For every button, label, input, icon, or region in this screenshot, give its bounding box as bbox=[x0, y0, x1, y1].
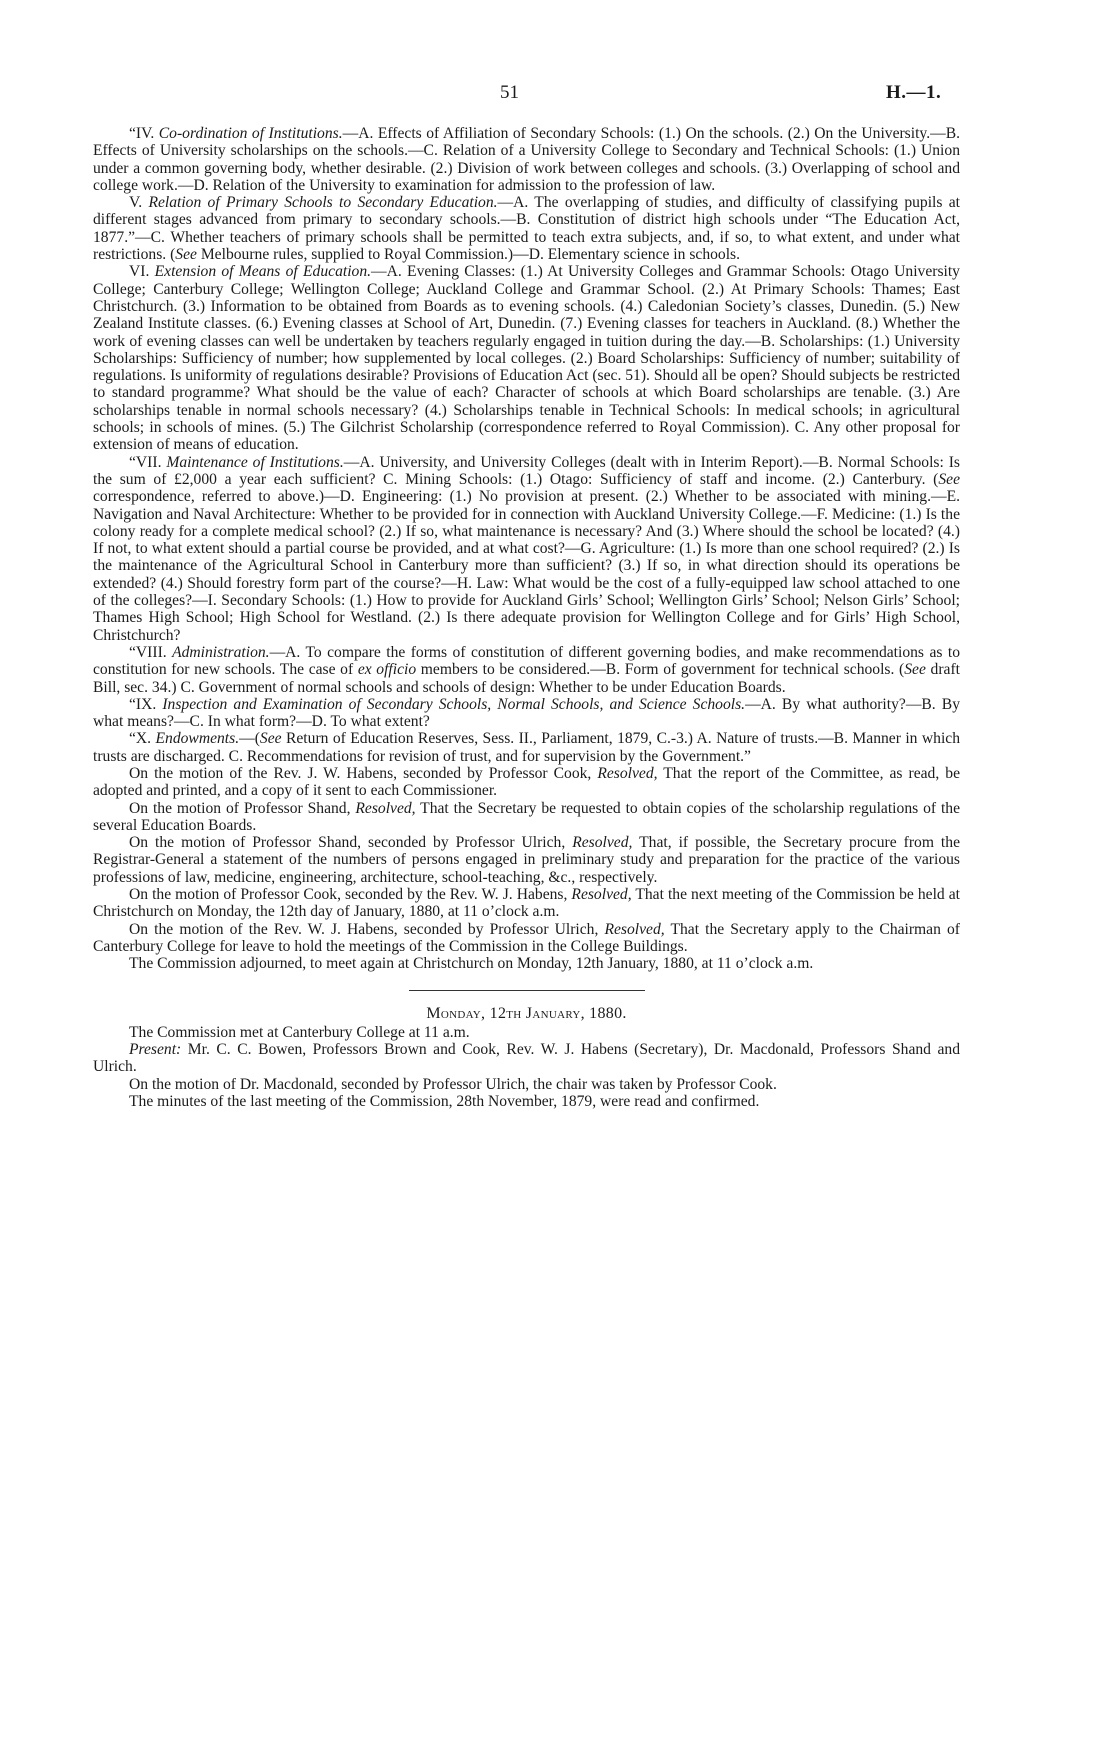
adjournment-note: The Commission adjourned, to meet again at Christchurch on Monday, 12th January, 1880, at 11 o’clock a.m. bbox=[129, 955, 814, 973]
chair-motion: On the motion of Dr. Macdonald, seconded by Professor Ulrich, the chair was taken by Professor Cook. bbox=[129, 1075, 777, 1093]
motion-scholarship-regulations: On the motion of Professor Shand, Resolved, That the Secretary be requested to obtain copies of the scholarship regulations of the several Education Boards. bbox=[93, 799, 960, 834]
paragraph-vii-maintenance: “VII. Maintenance of Institutions.—A. University, and University Colleges (dealt with in Interim Report).—B. Normal Schools: Is the sum of £2,000 a year each sufficient? C. Mining Schools: (1.) Otago: Sufficiency of staff and income. (2.) Canterbury. (See correspondence, referred to above.)—D. Engineering: (1.) No provision at present. (2.) Whether to be associated with mining.—E. Navigation and Naval Architecture: Whether to be provided for in connection with Auckland University College.—F. Medicine: (1.) Is the colony ready for a complete medical school? (2.) If so, what maintenance is necessary? And (3.) Where should the school be located? (4.) If not, to what extent should a partial course be provided, and at what cost?—G. Agriculture: (1.) Is more than one school required? (2.) Is the maintenance of the Agricultural School in Canterbury more than sufficient? (3.) If so, in what direction should its operations be extended? (4.) Should forestry form part of the course?—H. Law: What would be the cost of a fully-equipped law school attached to one of the colleges?—I. Secondary Schools: (1.) How to provide for Auckland Girls’ School; Wellington Girls’ School; Nelson Girls’ School; Thames High School; High School for Westland. (2.) Is there adequate provision for Wellington College and for Girls’ High School, Christchurch? bbox=[93, 453, 960, 644]
present-members: Present: Mr. C. C. Bowen, Professors Brown and Cook, Rev. W. J. Habens (Secretary), Dr. Macdonald, Professors Shand and Ulrich. bbox=[93, 1041, 960, 1076]
paragraph-vi-extension: VI. Extension of Means of Education.—A. Evening Classes: (1.) At University Colleges and Grammar Schools: Otago University College; Canterbury College; Wellington College; Auckland College and Grammar School. (2.) At Primary Schools: Thames; East Christchurch. (3.) Information to be obtained from Boards as to evening schools. (4.) Caledonian Society’s classes, Dunedin. (5.) New Zealand Institute classes. (6.) Evening classes at School of Art, Dunedin. (7.) Evening classes for teachers in Auckland. (8.) Whether the work of evening classes can well be undertaken by teachers regularly engaged in tuition during the day.—B. Scholarships: (1.) University Scholarships: Sufficiency of number; how supplemented by local colleges. (2.) Board Scholarships: Sufficiency of number; suitability of regulations. Is uniformity of regulations desirable? Provisions of Education Act (sec. 51). Should all be open? Should subjects be restricted to standard programme? What should be the value of each? Character of schools at which Board scholarships are tenable. (3.) Are scholarships tenable in normal schools necessary? (4.) Scholarships tenable in Technical Schools: In medical schools; in agricultural schools; in schools of mines. (5.) The Gilchrist Scholarship (correspondence referred to Royal Commission). C. Any other proposal for extension of means of education. bbox=[93, 263, 960, 454]
paragraph-v-primary-secondary: V. Relation of Primary Schools to Secondary Education.—A. The overlapping of studies, and difficulty of classifying pupils at different stages advanced from primary to secondary schools.—B. Constitution of district high schools under “The Education Act, 1877.”—C. Whether teachers of primary schools shall be permitted to teach extra subjects, and, if so, to what extent, and under what restrictions. (See Melbourne rules, supplied to Royal Commission.)—D. Elementary science in schools. bbox=[93, 194, 960, 264]
meeting-opened: The Commission met at Canterbury College at 11 a.m. bbox=[129, 1023, 470, 1041]
motion-registrar-general: On the motion of Professor Shand, seconded by Professor Ulrich, Resolved, That, if possible, the Secretary procure from the Registrar-General a statement of the numbers of persons engaged in preliminary study and preparation for the practice of the various professions of law, medicine, engineering, architecture, school-teaching, &c., respectively. bbox=[93, 834, 960, 886]
section-heading: Monday, 12th January, 1880. bbox=[426, 1004, 627, 1022]
minutes-confirmed: The minutes of the last meeting of the Commission, 28th November, 1879, were read and confirmed. bbox=[129, 1093, 760, 1111]
paragraph-x-endowments: “X. Endowments.—(See Return of Education Reserves, Sess. II., Parliament, 1879, C.-3.) A. Nature of trusts.—B. Manner in which trusts are discharged. C. Recommendations for revision of trust, and for supervision by the Government.” bbox=[93, 730, 960, 765]
paragraph-iv-coordination: “IV. Co-ordination of Institutions.—A. Effects of Affiliation of Secondary Schools: (1.) On the schools. (2.) On the University.—B. Effects of University scholarships on the schools.—C. Relation of a University College to Secondary and Technical Schools: (1.) Union under a common governing body, whether desirable. (2.) Division of work between colleges and schools. (3.) Overlapping of school and college work.—D. Relation of the University to examination for admission to the profession of law. bbox=[93, 125, 960, 194]
body-text bbox=[93, 125, 960, 1110]
page-number: 51 bbox=[500, 82, 519, 103]
motion-report-adopted: On the motion of the Rev. J. W. Habens, seconded by Professor Cook, Resolved, That the report of the Committee, as read, be adopted and printed, and a copy of it sent to each Commissioner. bbox=[93, 764, 960, 800]
document-code: H.—1. bbox=[886, 82, 942, 103]
motion-next-meeting: On the motion of Professor Cook, seconded by the Rev. W. J. Habens, Resolved, That the next meeting of the Commission be held at Christchurch on Monday, the 12th day of January, 1880, at 11 o’clock a.m. bbox=[93, 886, 960, 921]
paragraph-viii-administration: “VIII. Administration.—A. To compare the forms of constitution of different governing bodies, and make recommendations as to constitution for new schools. The case of ex officio members to be considered.—B. Form of government for technical schools. (See draft Bill, sec. 34.) C. Government of normal schools and schools of design: Whether to be under Education Boards. bbox=[93, 643, 960, 696]
motion-college-buildings: On the motion of the Rev. W. J. Habens, seconded by Professor Ulrich, Resolved, That the Secretary apply to the Chairman of Canterbury College for leave to hold the meetings of the Commission in the College Buildings. bbox=[93, 920, 960, 955]
section-divider bbox=[409, 990, 645, 991]
paragraph-ix-inspection: “IX. Inspection and Examination of Secondary Schools, Normal Schools, and Science Schools.—A. By what authority?—B. By what means?—C. In what form?—D. To what extent? bbox=[93, 695, 960, 731]
